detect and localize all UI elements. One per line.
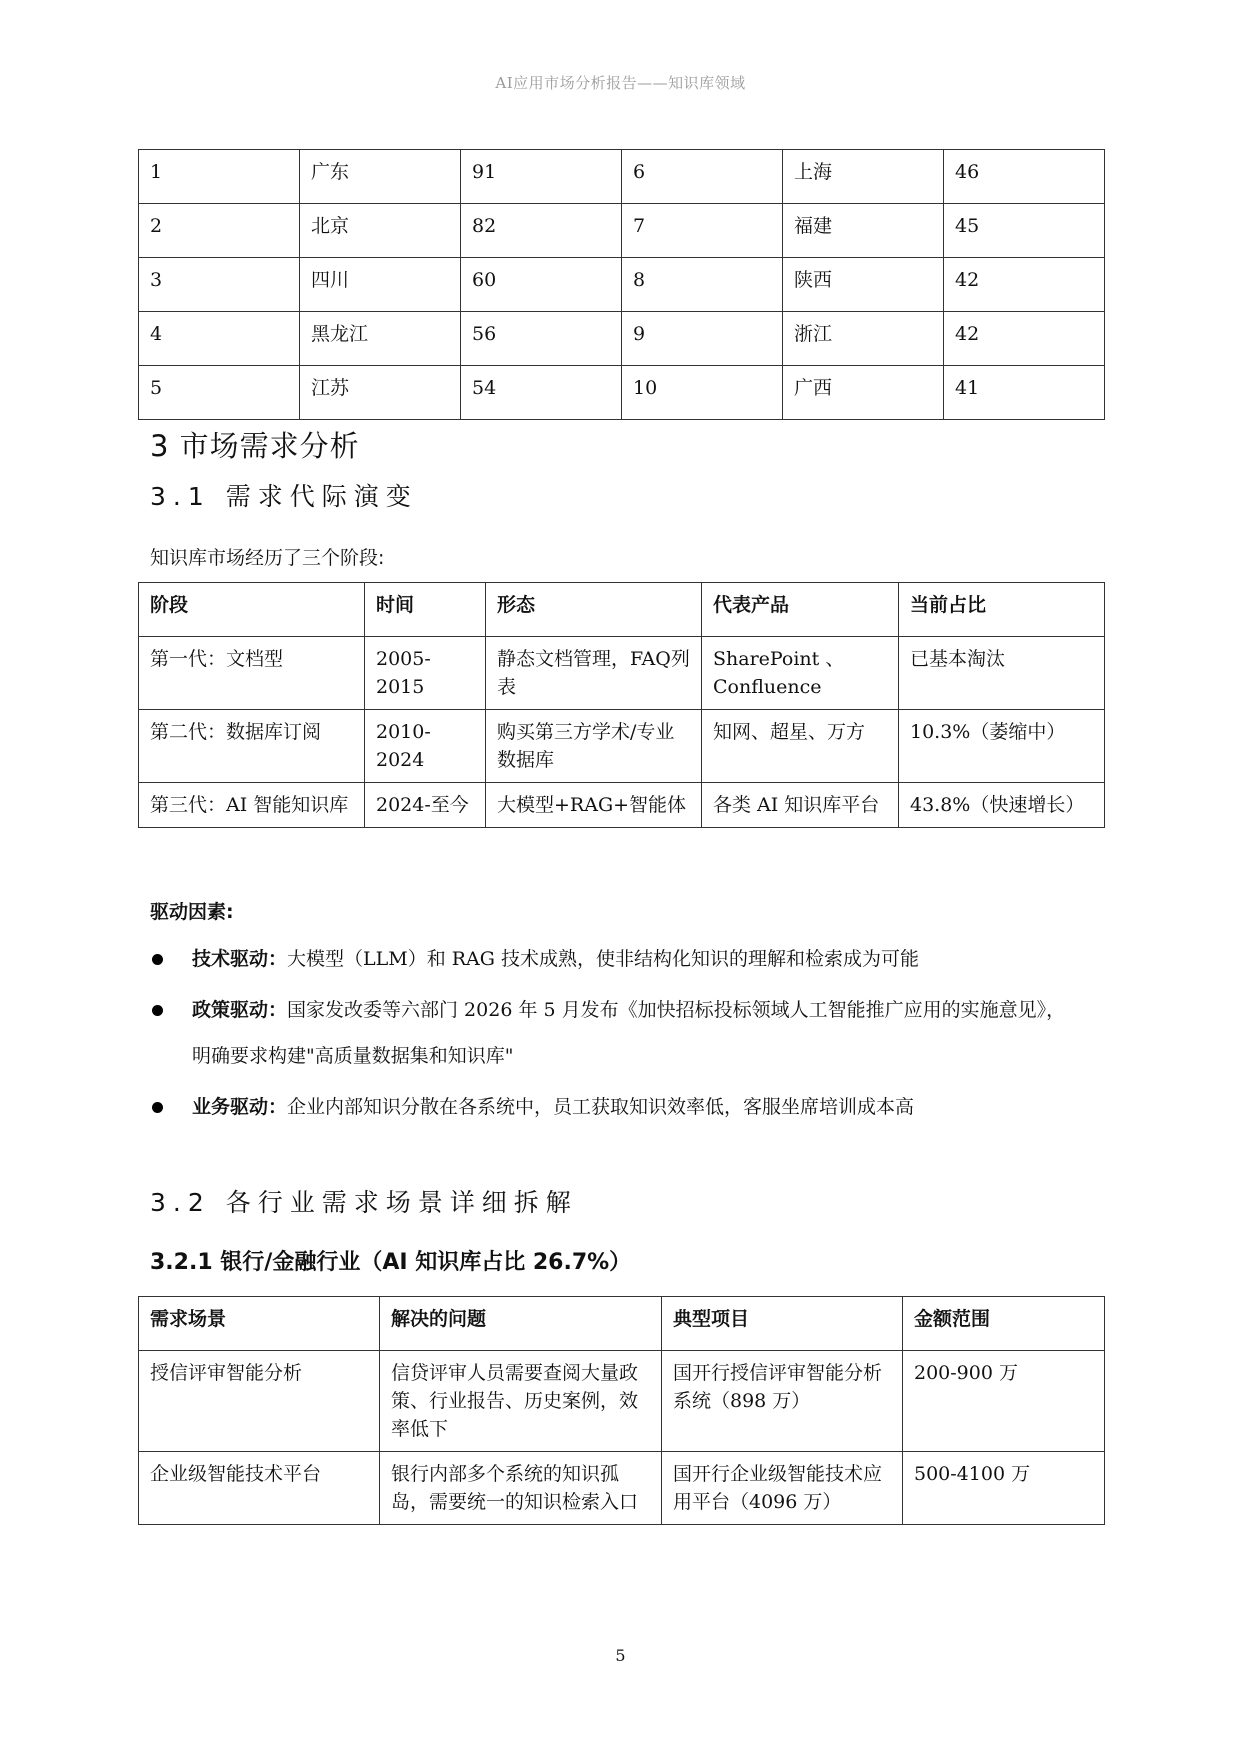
driver-text: 大模型（LLM）和 RAG 技术成熟，使非结构化知识的理解和检索成为可能 (287, 948, 919, 970)
table-cell: 42 (944, 312, 1105, 366)
table-cell: 4 (139, 312, 300, 366)
table-cell: 54 (461, 366, 622, 420)
table-cell: 5 (139, 366, 300, 420)
table-cell: 广西 (783, 366, 944, 420)
bullet-icon (152, 1102, 163, 1113)
table-cell: 2 (139, 204, 300, 258)
table-cell: 56 (461, 312, 622, 366)
drivers-label: 驱动因素: (150, 901, 234, 923)
table-header-row (139, 583, 1105, 637)
table-cell: 企业级智能技术平台 (139, 1452, 380, 1525)
table-cell: 8 (622, 258, 783, 312)
table-cell: 各类 AI 知识库平台 (702, 783, 899, 828)
table-cell: 43.8%（快速增长） (899, 783, 1105, 828)
table-cell: 60 (461, 258, 622, 312)
column-header: 解决的问题 (380, 1297, 662, 1351)
table-cell: 10 (622, 366, 783, 420)
banking-table (138, 1296, 1105, 1525)
column-header: 形态 (486, 583, 702, 637)
table-cell: 第三代：AI 智能知识库 (139, 783, 365, 828)
sub-subsection-heading: 3.2.1 银行/金融行业（AI 知识库占比 26.7%） (150, 1250, 632, 1275)
driver-label: 技术驱动： (192, 948, 288, 970)
table-cell: 1 (139, 150, 300, 204)
table-cell: 授信评审智能分析 (139, 1351, 380, 1452)
table-cell: 广东 (300, 150, 461, 204)
list-item (150, 936, 1080, 982)
table-cell: 500-4100 万 (903, 1452, 1105, 1525)
table-cell: 江苏 (300, 366, 461, 420)
driver-label: 业务驱动： (192, 1096, 288, 1118)
table-row (139, 1351, 1105, 1452)
table-cell: 国开行授信评审智能分析系统（898 万） (662, 1351, 903, 1452)
table-row (139, 1452, 1105, 1525)
drivers-list (150, 936, 1080, 1135)
table-cell: 6 (622, 150, 783, 204)
table-cell: 46 (944, 150, 1105, 204)
table-cell: 国开行企业级智能技术应用平台（4096 万） (662, 1452, 903, 1525)
table-cell: 静态文档管理，FAQ列表 (486, 637, 702, 710)
list-item (150, 1084, 1080, 1130)
column-header: 代表产品 (702, 583, 899, 637)
table-cell: 第一代：文档型 (139, 637, 365, 710)
table-cell: 福建 (783, 204, 944, 258)
table-row (139, 258, 1105, 312)
page-number: 5 (615, 1646, 626, 1665)
table-header-row (139, 1297, 1105, 1351)
table-cell: 10.3%（萎缩中） (899, 710, 1105, 783)
table-cell: 第二代：数据库订阅 (139, 710, 365, 783)
table-row (139, 637, 1105, 710)
driver-label: 政策驱动： (192, 999, 288, 1021)
table-cell: 上海 (783, 150, 944, 204)
table-cell: 黑龙江 (300, 312, 461, 366)
table-row (139, 366, 1105, 420)
subsection-heading: 3.2 各行业需求场景详细拆解 (150, 1188, 578, 1217)
subsection-heading: 3.1 需求代际演变 (150, 482, 418, 511)
table-cell: 91 (461, 150, 622, 204)
intro-text: 知识库市场经历了三个阶段: (150, 547, 385, 569)
table-cell: 大模型+RAG+智能体 (486, 783, 702, 828)
driver-text: 企业内部知识分散在各系统中，员工获取知识效率低，客服坐席培训成本高 (287, 1096, 915, 1118)
section-heading: 3 市场需求分析 (150, 429, 360, 463)
table-row (139, 710, 1105, 783)
table-cell: SharePoint 、Confluence (702, 637, 899, 710)
table-cell: 浙江 (783, 312, 944, 366)
table-cell: 知网、超星、万方 (702, 710, 899, 783)
column-header: 时间 (365, 583, 486, 637)
bullet-icon (152, 1005, 163, 1016)
table-cell: 2010-2024 (365, 710, 486, 783)
table-cell: 银行内部多个系统的知识孤岛，需要统一的知识检索入口 (380, 1452, 662, 1525)
table-cell: 45 (944, 204, 1105, 258)
table-cell: 7 (622, 204, 783, 258)
column-header: 金额范围 (903, 1297, 1105, 1351)
table-cell: 9 (622, 312, 783, 366)
table-cell: 42 (944, 258, 1105, 312)
table-cell: 200-900 万 (903, 1351, 1105, 1452)
table-cell: 82 (461, 204, 622, 258)
table-row (139, 783, 1105, 828)
table-cell: 四川 (300, 258, 461, 312)
province-ranking-table (138, 149, 1105, 420)
table-cell: 信贷评审人员需要查阅大量政策、行业报告、历史案例，效率低下 (380, 1351, 662, 1452)
table-cell: 陕西 (783, 258, 944, 312)
column-header: 需求场景 (139, 1297, 380, 1351)
table-cell: 购买第三方学术/专业数据库 (486, 710, 702, 783)
generation-table (138, 582, 1105, 828)
table-row (139, 204, 1105, 258)
column-header: 阶段 (139, 583, 365, 637)
list-item (150, 987, 1080, 1079)
table-cell: 41 (944, 366, 1105, 420)
bullet-icon (152, 954, 163, 965)
table-cell: 3 (139, 258, 300, 312)
table-cell: 北京 (300, 204, 461, 258)
running-header: AI应用市场分析报告——知识库领域 (495, 74, 746, 92)
table-cell: 2005-2015 (365, 637, 486, 710)
table-cell: 已基本淘汰 (899, 637, 1105, 710)
table-cell: 2024-至今 (365, 783, 486, 828)
table-row (139, 312, 1105, 366)
table-row (139, 150, 1105, 204)
column-header: 典型项目 (662, 1297, 903, 1351)
driver-text: 国家发改委等六部门 2026 年 5 月发布《加快招标投标领域人工智能推广应用的实施意见》，明确要求构建"高质量数据集和知识库" (192, 999, 1066, 1067)
column-header: 当前占比 (899, 583, 1105, 637)
